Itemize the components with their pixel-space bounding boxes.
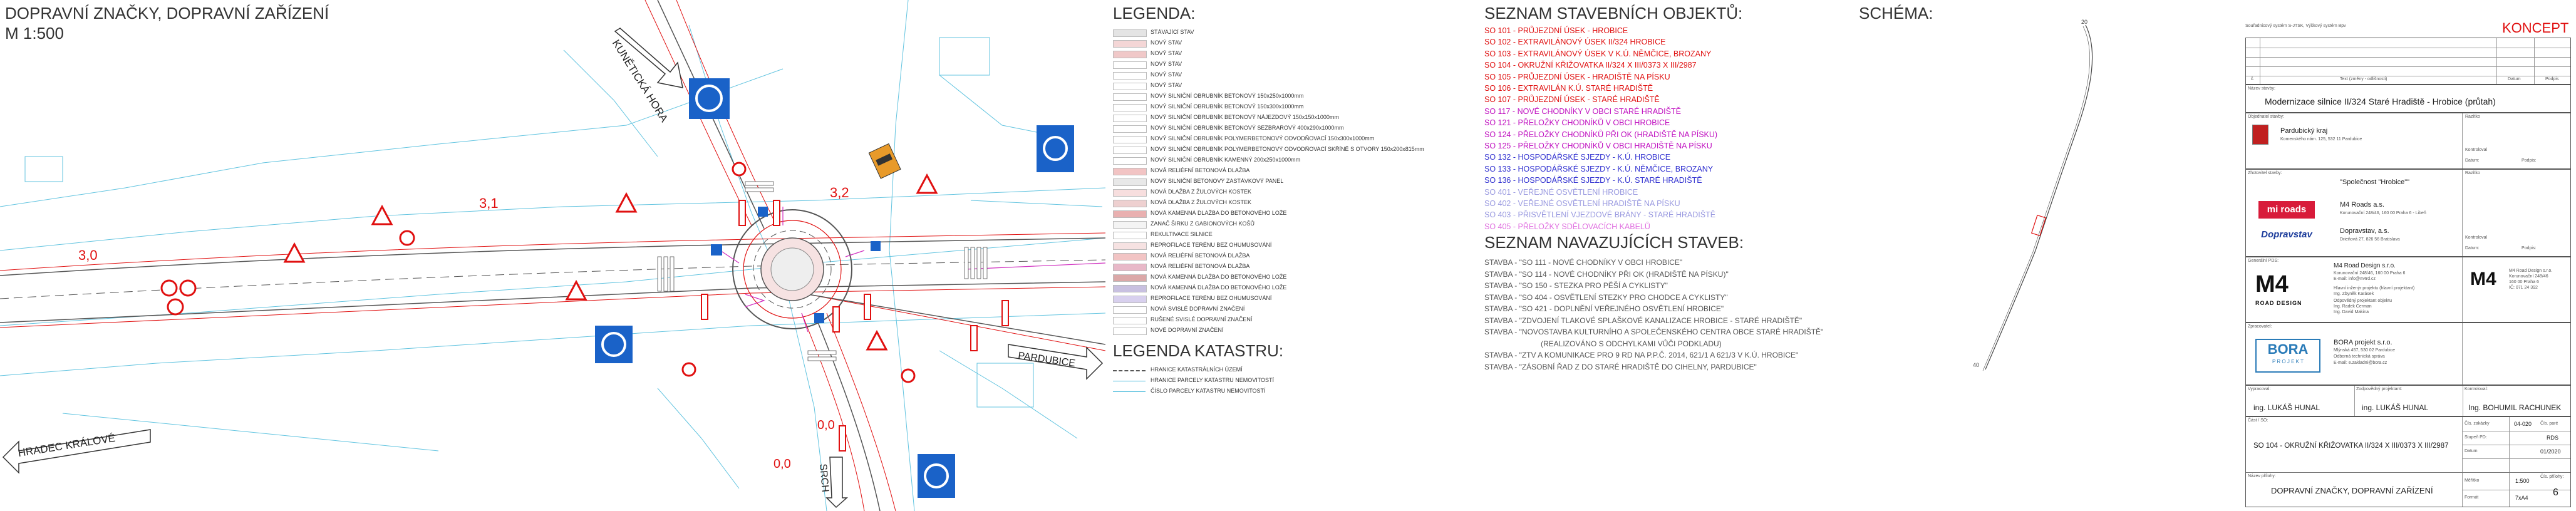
tb-annex-label: Název přílohy: [2248, 474, 2276, 478]
tb-order-value: 04-020 [2514, 421, 2532, 427]
objects-title: SEZNAM STAVEBNÍCH OBJEKTŮ: [1484, 4, 1743, 23]
object-item: SO 117 - NOVÉ CHODNÍKY V OBCI STARÉ HRADIŠTĚ [1484, 106, 1681, 116]
tb-rev-podpis: Podpis [2545, 77, 2559, 81]
tb-processor [2245, 323, 2571, 385]
tb-annex-number: 6 [2553, 487, 2558, 498]
legend-item-label: NOVÝ SILNIČNÍ OBRUBNÍK BETONOVÝ 150x250x1000mm [1151, 93, 1304, 99]
tb-copy-label: Čís. paré [2540, 421, 2558, 426]
tb-client-addr: Komenského nám. 125, 532 11 Pardubice [2280, 137, 2362, 142]
tb-people-zodp: ing. LUKÁŠ HUNAL [2362, 403, 2429, 412]
tb-client-label: Objednatel stavby: [2248, 115, 2284, 119]
drawing-scale: M 1:500 [5, 24, 64, 43]
tb-designer [2245, 257, 2571, 323]
tb-designer-line-4: Ing. David Makina [2334, 310, 2369, 314]
label-srch: SRCH [817, 463, 830, 493]
legend-item-label: NOVÁ KAMENNÁ DLAŽBA DO BETONOVÉHO LOŽE [1151, 284, 1287, 291]
legend-item-label: NOVÁ KAMENNÁ DLAŽBA DO BETONOVÉHO LOŽE [1151, 274, 1287, 280]
tb-stamp: KONCEPT [2502, 20, 2569, 36]
legend-swatch [1113, 296, 1147, 303]
legend-swatch [1113, 221, 1147, 229]
legend-swatch [1113, 210, 1147, 218]
legend-swatch [1113, 274, 1147, 282]
legend-swatch [1113, 147, 1147, 154]
object-item: SO 103 - EXTRAVILÁNOVÝ ÚSEK V K.Ú. NĚMČICE, BROZANY [1484, 49, 1712, 58]
tb-people [2245, 385, 2571, 416]
legend-item-label: NOVÁ RELIÉFNÍ BETONOVÁ DLAŽBA [1151, 263, 1250, 269]
tb-format-value: 7xA4 [2515, 495, 2528, 501]
navazujici-title: SEZNAM NAVAZUJÍCÍCH STAVEB: [1484, 233, 1744, 252]
object-item: SO 104 - OKRUŽNÍ KŘIŽOVATKA II/324 X III/0373 X III/2987 [1484, 61, 1697, 70]
tb-part [2245, 416, 2571, 507]
legend-item-label: NOVÁ KAMENNÁ DLAŽBA DO BETONOVÉHO LOŽE [1151, 210, 1287, 216]
tb-contractor-name: "Společnost "Hrobice"" [2340, 178, 2410, 186]
legend-item-label: STÁVAJÍCÍ STAV [1151, 29, 1194, 35]
tb-processor-line3: E-mail: e.zakladni@bora.cz [2334, 361, 2387, 365]
tb-processor-name: BORA projekt s.r.o. [2334, 339, 2392, 346]
tb-client-podpis: Podpis: [2522, 158, 2537, 163]
legend-item-label: NOVÝ STAV [1151, 61, 1182, 67]
object-item: SO 401 - VEŘEJNÉ OSVĚTLENÍ HROBICE [1484, 187, 1638, 197]
legend-item-label: NOVÝ STAV [1151, 39, 1182, 46]
value-0-0-b: 0,0 [773, 457, 791, 471]
object-item: SO 101 - PRŮJEZDNÍ ÚSEK - HROBICE [1484, 26, 1628, 35]
tb-contractor [2245, 169, 2571, 257]
tb-format-label: Formát [2465, 495, 2479, 500]
tb-designer-side-1: Korunovační 248/46 [2509, 274, 2548, 279]
logo-bora-text: BORA [2267, 341, 2309, 357]
legend-item-label: NOVÝ SILNIČNÍ OBRUBNÍK POLYMERBETONOVÝ ODVODŇOVACÍ SKŘÍNĚ S OTVORY 150x200x815mm [1151, 146, 1424, 152]
object-item: SO 405 - PŘELOŽKY SDĚLOVACÍCH KABELŮ [1484, 222, 1650, 231]
navazujici-item: STAVBA - "ZDVOJENÍ TLAKOVÉ SPLAŠKOVÉ KANALIZACE HROBICE - STARÉ HRADIŠTĚ" [1484, 316, 1803, 325]
tb-people-vypracoval-label: Vypracoval: [2248, 387, 2271, 391]
tb-part-value: SO 104 - OKRUŽNÍ KŘIŽOVATKA II/324 X III/0373 X III/2987 [2253, 442, 2449, 450]
logo-m4-sub: ROAD DESIGN [2255, 300, 2302, 306]
legend-item-label: NOVÝ STAV [1151, 50, 1182, 56]
tb-contractor-dop-addr: Drieňová 27, 826 56 Bratislava [2340, 237, 2400, 242]
legend-item-label: REKULTIVACE SILNICE [1151, 231, 1213, 237]
schema-svg [1942, 13, 2104, 382]
legend-item-label: NOVÁ RELIÉFNÍ BETONOVÁ DLAŽBA [1151, 167, 1250, 173]
value-3-0: 3,0 [78, 247, 98, 263]
tb-designer-line-0: Hlavní inženýr projektu (hlavní projektant) [2334, 286, 2415, 291]
object-item: SO 402 - VEŘEJNÉ OSVĚTLENÍ HRADIŠTĚ NA PÍSKU [1484, 199, 1680, 208]
tb-contractor-kontroloval: Kontroloval [2465, 235, 2488, 240]
legend-swatch [1113, 328, 1147, 335]
katastr-item-label: ČÍSLO PARCELY KATASTRU NEMOVITOSTÍ [1151, 388, 1266, 394]
legend-swatch [1113, 136, 1147, 143]
legend-swatch [1113, 40, 1147, 48]
logo-miroads: mi roads [2258, 201, 2315, 219]
tb-order-label: Čís. zakázky [2465, 421, 2490, 426]
design-edges [0, 0, 1105, 511]
tb-designer-side-2: 160 00 Praha 6 [2509, 280, 2539, 284]
navazujici-item: STAVBA - "SO 114 - NOVÉ CHODNÍKY PŘI OK (HRADIŠTĚ NA PÍSKU)" [1484, 269, 1729, 279]
navazujici-item: STAVBA - "SO 111 - NOVÉ CHODNÍKY V OBCI HROBICE" [1484, 258, 1683, 267]
legend-swatch [1113, 285, 1147, 292]
schema-title: SCHÉMA: [1859, 4, 1933, 23]
tb-designer-name: M4 Road Design s.r.o. [2334, 262, 2396, 269]
tb-contractor-m4-addr: Korunovační 248/46, 160 00 Praha 6 - Libeň [2340, 211, 2426, 215]
navazujici-item: STAVBA - "SO 404 - OSVĚTLENÍ STEZKY PRO CHODCE A CYKLISTY" [1484, 292, 1728, 302]
tb-contractor-podpis: Podpis: [2522, 246, 2537, 250]
legend-item-label: NOVÁ RELIÉFNÍ BETONOVÁ DLAŽBA [1151, 252, 1250, 259]
drawing-title: DOPRAVNÍ ZNAČKY, DOPRAVNÍ ZAŘÍZENÍ [5, 4, 329, 23]
tb-annex-value: DOPRAVNÍ ZNAČKY, DOPRAVNÍ ZAŘÍZENÍ [2271, 486, 2433, 495]
object-item: SO 124 - PŘELOŽKY CHODNÍKŮ PŘI OK (HRADIŠTĚ NA PÍSKU) [1484, 130, 1718, 139]
tb-rev-c: č. [2251, 77, 2255, 81]
tb-people-kontroloval: Ing. BOHUMIL RACHUNEK [2468, 403, 2562, 412]
value-3-2: 3,2 [830, 185, 849, 200]
value-0-0-a: 0,0 [817, 418, 835, 432]
schema-km-end: 40 [1973, 362, 1980, 368]
tb-processor-addr: Mlýnská 457, 530 02 Pardubice [2334, 348, 2396, 353]
legend-swatch [1113, 200, 1147, 207]
object-item: SO 132 - HOSPODÁŘSKÉ SJEZDY - K.Ú. HROBICE [1484, 153, 1671, 162]
navazujici-item: STAVBA - "SO 150 - STEZKA PRO PĚŠÍ A CYKLISTY" [1484, 281, 1668, 290]
tb-date-label: Datum [2465, 449, 2478, 453]
legend-swatch [1113, 72, 1147, 80]
navazujici-item: STAVBA - "ZTV A KOMUNIKACE PRO 9 RD NA P.P.Č. 2014, 621/1 A 621/3 V K.Ú. HROBICE" [1484, 351, 1799, 359]
work-zone-vehicle [869, 143, 901, 178]
tb-client-name: Pardubický kraj [2280, 127, 2328, 135]
tb-contractor-razitko: Razítko [2465, 171, 2480, 175]
tb-scale-label: Měřítko [2465, 478, 2480, 483]
legend-swatch [1113, 317, 1147, 324]
tb-date-value: 01/2020 [2540, 448, 2561, 455]
tb-designer-line-3: Ing. Radek Cerman [2334, 304, 2372, 309]
tb-contractor-label: Zhotovitel stavby: [2248, 171, 2282, 175]
object-item: SO 106 - EXTRAVILÁN K.Ú. STARÉ HRADIŠTĚ [1484, 84, 1653, 93]
tb-designer-addr: Korunovační 248/46, 160 00 Praha 6 [2334, 271, 2406, 276]
tb-project-name [2245, 85, 2571, 113]
legend-item-label: NOVÁ DLAŽBA Z ŽULOVÝCH KOSTEK [1151, 188, 1252, 195]
object-item: SO 133 - HOSPODÁŘSKÉ SJEZDY - K.Ú. NĚMČICE, BROZANY [1484, 164, 1714, 173]
client-logo [2252, 125, 2268, 145]
schema-km-start: 20 [2081, 19, 2088, 25]
logo-m4-small: M4 [2470, 269, 2496, 289]
tb-part-label: Část / SO: [2248, 418, 2268, 423]
road-plan-svg [0, 0, 1105, 511]
legend-swatch [1113, 83, 1147, 90]
tb-people-zodp-label: Zodpovědný projektant: [2356, 387, 2403, 391]
tb-processor-label: Zpracovatel: [2248, 324, 2272, 329]
drawing-area [0, 0, 1105, 511]
legend-item-label: NOVÝ SILNIČNÍ OBRUBNÍK BETONOVÝ NÁJEZDOVÝ 150x150x1000mm [1151, 114, 1339, 120]
legend-item-label: RUŠENÉ SVISLÉ DOPRAVNÍ ZNAČENÍ [1151, 316, 1253, 323]
tb-project-name-label: Název stavby: [2248, 86, 2275, 91]
legend-item-label: NOVÁ DLAŽBA Z ŽULOVÝCH KOSTEK [1151, 199, 1252, 205]
value-3-1: 3,1 [479, 195, 499, 211]
legend-item-label: NOVÉ DOPRAVNÍ ZNAČENÍ [1151, 327, 1224, 333]
legend-item-label: REPROFILACE TERÉNU BEZ OHUMUSOVÁNÍ [1151, 242, 1272, 248]
tb-designer-side-3: IČ: 071 24 392 [2509, 286, 2538, 290]
cadastre-lines [0, 0, 1105, 511]
legend-item-label: NOVÝ STAV [1151, 71, 1182, 78]
legend-swatch [1113, 189, 1147, 197]
katastr-swatch [1113, 391, 1146, 392]
logo-bora [2255, 339, 2320, 373]
title-block [2245, 19, 2571, 507]
logo-m4: M4 [2255, 271, 2289, 297]
navazujici-item: (REALIZOVÁNO S ODCHYLKAMI VŮČI PODKLADU) [1541, 339, 1722, 348]
label-pardubice: PARDUBICE [1017, 350, 1076, 369]
legend-swatch [1113, 242, 1147, 250]
legend-item-label: REPROFILACE TERÉNU BEZ OHUMUSOVÁNÍ [1151, 295, 1272, 301]
legend-title: LEGENDA: [1113, 4, 1196, 23]
label-kuneticka-hora: KUNĚTICKÁ HORA [609, 38, 671, 125]
legend-item-label: NOVÝ STAV [1151, 82, 1182, 88]
tb-scale-value: 1:500 [2515, 478, 2530, 484]
legend-swatch [1113, 61, 1147, 69]
legend-item-label: NOVÝ SILNIČNÍ OBRUBNÍK BETONOVÝ SEZBRAROVÝ 400x290x1000mm [1151, 125, 1344, 131]
navazujici-item: STAVBA - "ZÁSOBNÍ ŘAD Z DO STARÉ HRADIŠTĚ DO CIHELNY, PARDUBICE" [1484, 362, 1757, 371]
legend-swatch [1113, 306, 1147, 314]
legend-item-label: NOVÁ SVISLÉ DOPRAVNÍ ZNAČENÍ [1151, 306, 1245, 312]
legend-item-label: NOVÝ SILNIČNÍ OBRUBNÍK POLYMERBETONOVÝ ODVODŇOVACÍ 150x300x1000mm [1151, 135, 1375, 142]
main-road [0, 238, 1105, 323]
tb-designer-label: Generální PDS: [2248, 259, 2279, 263]
tb-client-kontroloval: Kontroloval [2465, 148, 2488, 152]
tb-client-razitko: Razítko [2465, 115, 2480, 119]
tb-client-datum: Datum: [2465, 158, 2480, 163]
legend-swatch [1113, 253, 1147, 261]
legend-swatch [1113, 115, 1147, 122]
object-item: SO 136 - HOSPODÁŘSKÉ SJEZDY - K.Ú. STARÉ HRADIŠTĚ [1484, 176, 1702, 185]
logo-bora-sub: P R O J E K T [2272, 359, 2304, 364]
object-item: SO 403 - PŘISVĚTLENÍ VJEZDOVÉ BRÁNY - STARÉ HRADIŠTĚ [1484, 210, 1716, 220]
katastr-swatch [1113, 370, 1146, 371]
tb-contractor-datum: Datum: [2465, 246, 2480, 250]
logo-dopravstav: Dopravstav [2261, 229, 2312, 240]
navazujici-item: STAVBA - "SO 421 - DOPLNĚNÍ VEŘEJNÉHO OSVĚTLENÍ HROBICE" [1484, 304, 1724, 313]
katastr-item-label: HRANICE KATASTRÁLNÍCH ÚZEMÍ [1151, 366, 1243, 373]
legend-item-label: ZANAČ ŠIRKU Z GABIONOVÝCH KOŠŮ [1151, 220, 1255, 227]
tb-annex-number-label: Čís. přílohy: [2540, 475, 2564, 479]
tb-stage-label: Stupeň PD: [2465, 435, 2487, 440]
tb-top-note: Souřadnicový systém S-JTSK, Výškový systém Bpv [2245, 24, 2346, 28]
legend-swatch [1113, 29, 1147, 37]
tb-designer-line-2: Odpovědný projektant objektu [2334, 299, 2392, 303]
tb-contractor-dop: Dopravstav, a.s. [2340, 227, 2389, 235]
katastr-item-label: HRANICE PARCELY KATASTRU NEMOVITOSTÍ [1151, 377, 1275, 383]
legend-item-label: NOVÝ SILNIČNÍ BETONOVÝ ZASTÁVKOVÝ PANEL [1151, 178, 1284, 184]
object-item: SO 102 - EXTRAVILÁNOVÝ ÚSEK II/324 HROBICE [1484, 38, 1666, 47]
tb-designer-side-0: M4 Road Design s.r.o. [2509, 269, 2553, 273]
legend-swatch [1113, 51, 1147, 58]
legend-item-label: NOVÝ SILNIČNÍ OBRUBNÍK BETONOVÝ 150x300x1000mm [1151, 103, 1304, 110]
side-roads [658, 0, 1105, 511]
tb-processor-line2: Odborná technická správa [2334, 354, 2385, 359]
legend-swatch [1113, 168, 1147, 175]
tb-people-vypracoval: ing. LUKÁŠ HUNAL [2253, 403, 2320, 412]
tb-rev-popis: Text (změny - odlišnosti) [2340, 77, 2387, 81]
navazujici-item: STAVBA - "NOVOSTAVBA KULTURNÍHO A SPOLEČENSKÉHO CENTRA OBCE STARÉ HRADIŠTĚ" [1484, 328, 1824, 336]
object-item: SO 107 - PRŮJEZDNÍ ÚSEK - STARÉ HRADIŠTĚ [1484, 95, 1660, 105]
label-hradec-kralove: HRADEC KRÁLOVÉ [17, 431, 116, 460]
tb-people-kontroloval-label: Kontroloval: [2465, 387, 2488, 391]
object-item: SO 105 - PRŮJEZDNÍ ÚSEK - HRADIŠTĚ NA PÍSKU [1484, 72, 1670, 81]
tb-rev-datum: Datum [2508, 77, 2521, 81]
legend-swatch [1113, 104, 1147, 111]
tb-stage-value: RDS [2547, 435, 2559, 441]
tb-contractor-m4: M4 Roads a.s. [2340, 201, 2384, 209]
tb-project-name-value: Modernizace silnice II/324 Staré Hradiště - Hrobice (průtah) [2265, 96, 2496, 106]
legend-swatch [1113, 125, 1147, 133]
direction-arrows [3, 28, 1102, 507]
legend-swatch [1113, 232, 1147, 239]
object-item: SO 125 - PŘELOŽKY CHODNÍKŮ V OBCI HRADIŠTĚ NA PÍSKU [1484, 142, 1712, 150]
legend-swatch [1113, 157, 1147, 165]
tb-revision-table [2245, 38, 2571, 85]
tb-designer-line-1: Ing. Zbyněk Karásek [2334, 292, 2374, 296]
legend-item-label: NOVÝ SILNIČNÍ OBRUBNÍK KAMENNÝ 200x250x1000mm [1151, 157, 1301, 163]
tb-client [2245, 113, 2571, 169]
legend-swatch [1113, 178, 1147, 186]
legend-swatch [1113, 264, 1147, 271]
tb-designer-email: E-mail: info@m4rd.cz [2334, 277, 2376, 281]
legend-katastr-title: LEGENDA KATASTRU: [1113, 341, 1284, 360]
object-item: SO 121 - PŘELOŽKY CHODNÍKŮ V OBCI HROBICE [1484, 118, 1670, 128]
legend-swatch [1113, 93, 1147, 101]
